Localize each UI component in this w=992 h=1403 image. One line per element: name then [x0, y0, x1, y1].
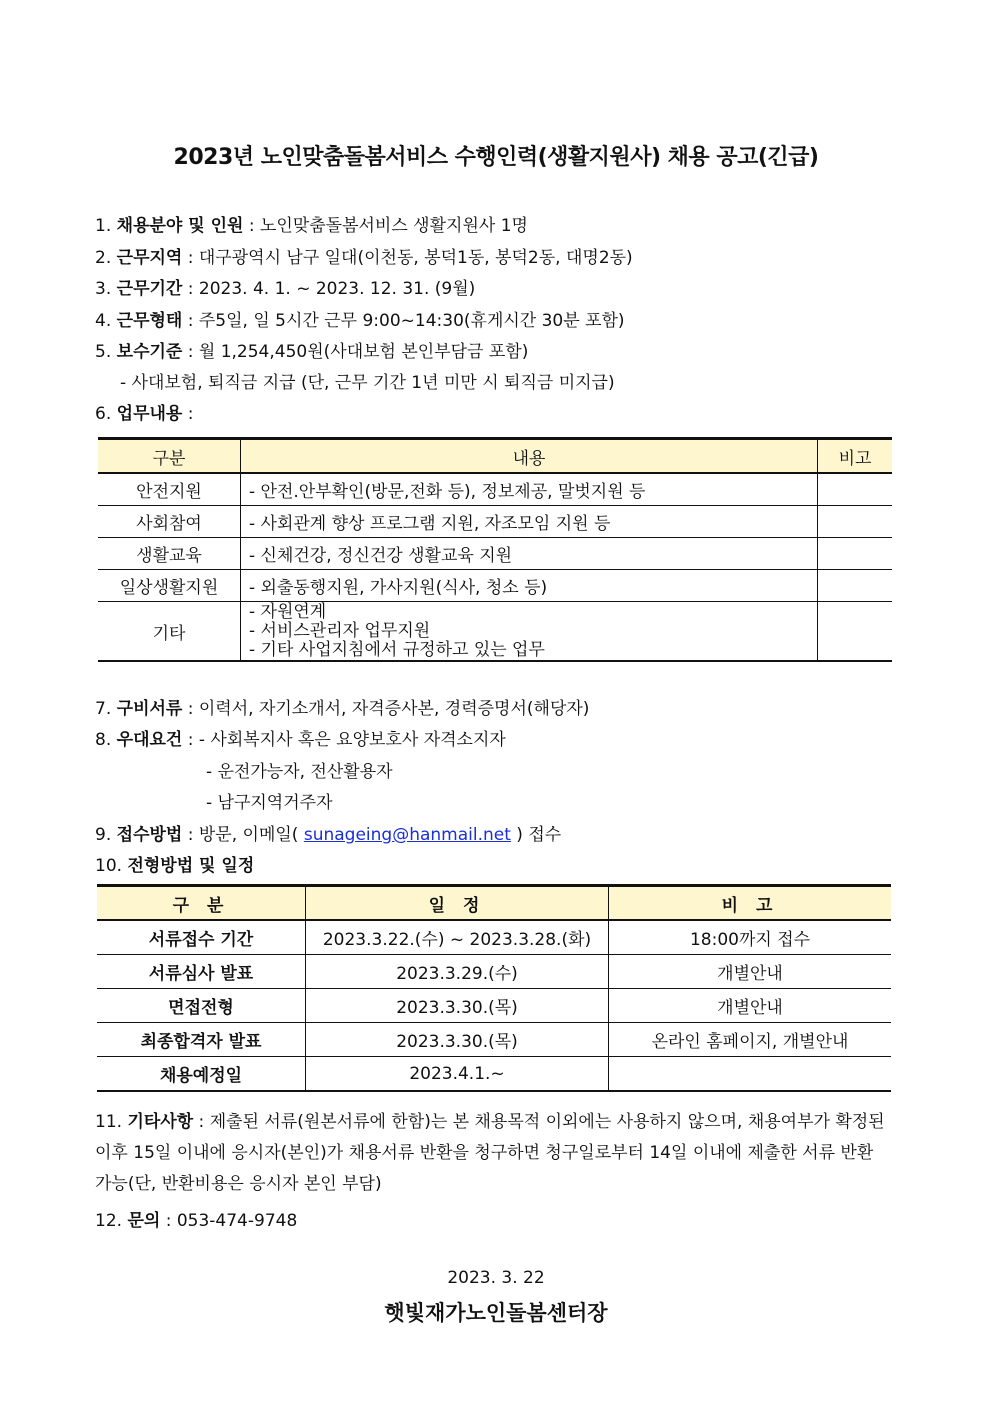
- duty-category: 기타: [98, 602, 241, 662]
- item-label: 구비서류: [116, 699, 183, 719]
- item-duties: 6. 업무내용 :: [95, 404, 194, 424]
- table-header-row: [97, 886, 891, 921]
- item-preferences: 8. 우대요건 : - 사회복지사 혹은 요양보호사 자격소지자: [95, 730, 506, 750]
- duty-note: [818, 602, 893, 662]
- column-header: 구 분: [97, 886, 306, 921]
- schedule-step: 서류심사 발표: [97, 955, 306, 989]
- schedule-note: 개별안내: [609, 955, 892, 989]
- announcement-date: 2023. 3. 22: [447, 1268, 545, 1288]
- table-row: [97, 955, 891, 989]
- duty-category: 생활교육: [98, 538, 241, 570]
- duty-note: [818, 473, 893, 506]
- schedule-date: 2023.3.29.(수): [306, 955, 609, 989]
- email-link[interactable]: sunageing@hanmail.net: [303, 825, 511, 845]
- item-other-notes: 11. 기타사항 : 제출된 서류(원본서류에 한함)는 본 채용목적 이외에는 사용하지 않으며, 채용여부가 확정된 이후 15일 이내에 응시자(본인)가 채용서류 반환을 청구하면 청구일로부터 14일 이내에 제출한 서류 반환 가능(단, 반환비용은 응시자 본인 부담): [95, 1112, 885, 1194]
- duty-line: - 자원연계: [249, 601, 327, 622]
- duty-line: - 기타 사업지침에서 규정하고 있는 업무: [249, 639, 545, 660]
- table-row: [98, 473, 892, 506]
- schedule-step: 면접전형: [97, 989, 306, 1023]
- table-row: [97, 1057, 891, 1092]
- duty-category: 일상생활지원: [98, 570, 241, 602]
- item-label: 근무형태: [116, 311, 183, 331]
- item-label: 기타사항: [127, 1112, 194, 1132]
- item-label: 접수방법: [116, 825, 183, 845]
- table-row: [98, 538, 892, 570]
- duty-content: - 신체건강, 정신건강 생활교육 지원: [241, 538, 818, 570]
- item-work-area: 2. 근무지역 : 대구광역시 남구 일대(이천동, 봉덕1동, 봉덕2동, 대명2동): [95, 248, 633, 268]
- table-row: [98, 506, 892, 538]
- duty-content: - 안전.안부확인(방문,전화 등), 정보제공, 말벗지원 등: [241, 473, 818, 506]
- item-label: 우대요건: [116, 730, 183, 750]
- table-header-row: [98, 439, 892, 474]
- item-selection: 10. 전형방법 및 일정: [95, 856, 255, 876]
- duty-category: 사회참여: [98, 506, 241, 538]
- schedule-date: 2023.3.30.(목): [306, 989, 609, 1023]
- schedule-date: 2023.4.1.~: [306, 1057, 609, 1092]
- item-label: 근무지역: [116, 248, 183, 268]
- item-documents: 7. 구비서류 : 이력서, 자기소개서, 자격증사본, 경력증명서(해당자): [95, 699, 590, 719]
- item-inquiry: 12. 문의 : 053-474-9748: [95, 1211, 298, 1231]
- item-recruit-field: 1. 채용분야 및 인원 : 노인맞춤돌봄서비스 생활지원사 1명: [95, 216, 528, 236]
- item-label: 보수기준: [116, 342, 183, 362]
- schedule-step: 최종합격자 발표: [97, 1023, 306, 1057]
- schedule-step: 서류접수 기간: [97, 920, 306, 955]
- schedule-note: 개별안내: [609, 989, 892, 1023]
- table-row: [97, 920, 891, 955]
- table-row: [98, 570, 892, 602]
- duty-line: - 서비스관리자 업무지원: [249, 620, 431, 641]
- column-header: 구분: [98, 439, 241, 474]
- item-label: 문의: [127, 1211, 161, 1231]
- table-row: [98, 602, 892, 662]
- schedule-date: 2023.3.22.(수) ~ 2023.3.28.(화): [306, 920, 609, 955]
- item-label: 업무내용: [116, 404, 183, 424]
- duty-content: - 외출동행지원, 가사지원(식사, 청소 등): [241, 570, 818, 602]
- schedule-note: 온라인 홈페이지, 개별안내: [609, 1023, 892, 1057]
- item-work-period: 3. 근무기간 : 2023. 4. 1. ~ 2023. 12. 31. (9월): [95, 279, 476, 299]
- item-salary: 5. 보수기준 : 월 1,254,450원(사대보험 본인부담금 포함): [95, 342, 529, 362]
- column-header: 비고: [818, 439, 893, 474]
- schedule-note: 18:00까지 접수: [609, 920, 892, 955]
- item-work-type: 4. 근무형태 : 주5일, 일 5시간 근무 9:00~14:30(휴게시간 30분 포함): [95, 311, 625, 331]
- duties-table: [98, 437, 892, 662]
- page-title: 2023년 노인맞춤돌봄서비스 수행인력(생활지원사) 채용 공고(긴급): [173, 145, 819, 170]
- duty-note: [818, 538, 893, 570]
- column-header: 비 고: [609, 886, 892, 921]
- schedule-note: [609, 1057, 892, 1092]
- item-label: 전형방법 및 일정: [127, 856, 255, 876]
- column-header: 일 정: [306, 886, 609, 921]
- organization-name: 햇빛재가노인돌봄센터장: [384, 1301, 608, 1325]
- table-row: [97, 1023, 891, 1057]
- schedule-step: 채용예정일: [97, 1057, 306, 1092]
- schedule-date: 2023.3.30.(목): [306, 1023, 609, 1057]
- duty-note: [818, 506, 893, 538]
- duty-note: [818, 570, 893, 602]
- column-header: 내용: [241, 439, 818, 474]
- item-label: 근무기간: [116, 279, 183, 299]
- duty-content: [241, 602, 818, 662]
- duty-content: - 사회관계 향상 프로그램 지원, 자조모임 지원 등: [241, 506, 818, 538]
- item-label: 채용분야 및 인원: [116, 216, 244, 236]
- schedule-table: [97, 884, 891, 1092]
- duty-category: 안전지원: [98, 473, 241, 506]
- salary-note: - 사대보험, 퇴직금 지급 (단, 근무 기간 1년 미만 시 퇴직금 미지급): [120, 373, 615, 393]
- preference-line: - 남구지역거주자: [206, 793, 333, 813]
- item-submission: 9. 접수방법 : 방문, 이메일( sunageing@hanmail.net ) 접수: [95, 825, 562, 845]
- preference-line: - 운전가능자, 전산활용자: [206, 762, 393, 782]
- table-row: [97, 989, 891, 1023]
